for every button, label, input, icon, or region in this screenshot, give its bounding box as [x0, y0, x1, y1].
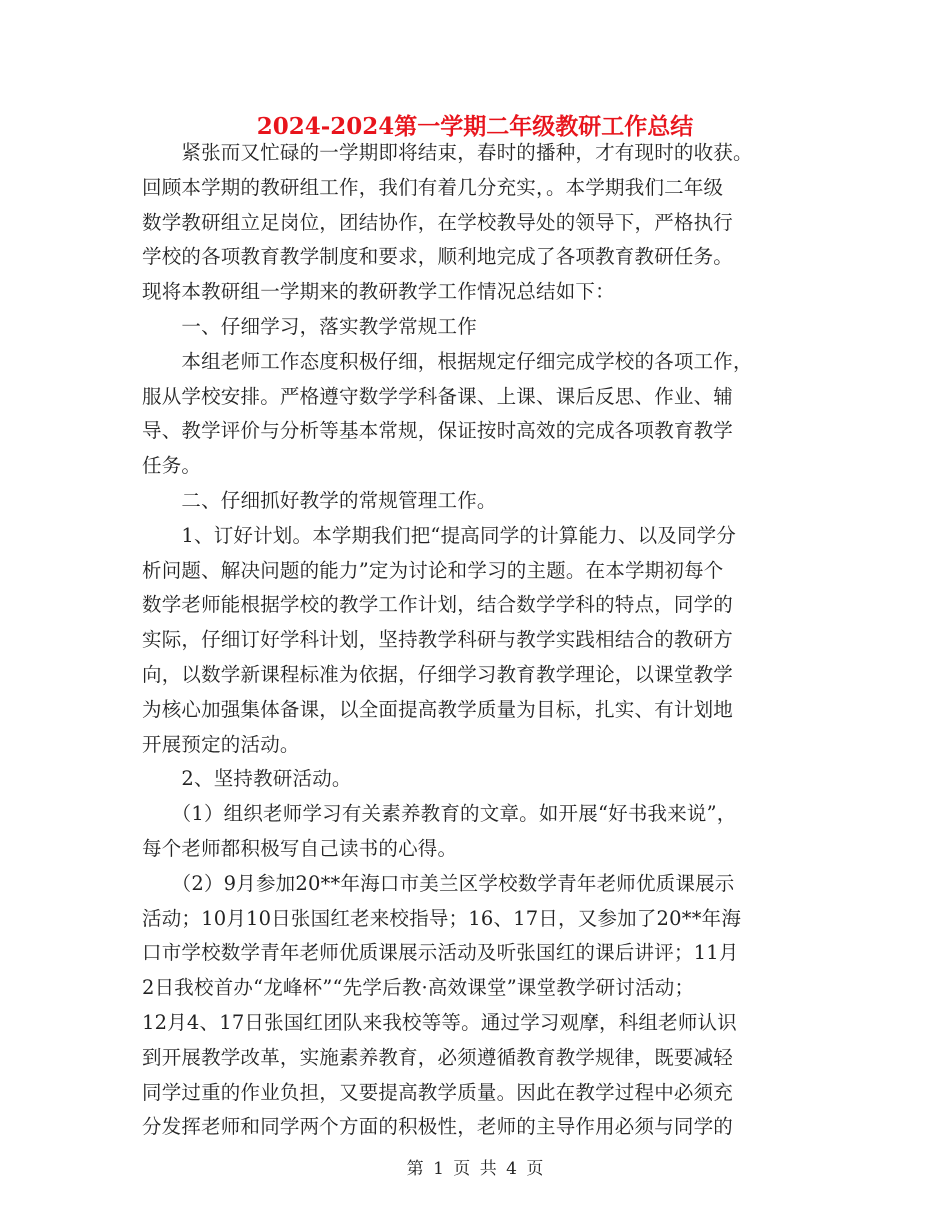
paragraph-line: 服从学校安排。严格遵守数学学科备课、上课、课后反思、作业、辅	[142, 384, 734, 408]
paragraph-line: 回顾本学期的教研组工作，我们有着几分充实，。本学期我们二年级	[142, 175, 724, 199]
paragraph-line: 数学老师能根据学校的教学工作计划，结合数学学科的特点，同学的	[142, 593, 734, 617]
paragraph-line: 数学教研组立足岗位，团结协作，在学校教导处的领导下，严格执行	[142, 210, 734, 234]
paragraph-line: 紧张而又忙碌的一学期即将结束，春时的播种，才有现时的收获。	[142, 141, 753, 164]
paragraph-line: 同学过重的作业负担，又要提高教学质量。因此在教学过程中必须充	[142, 1080, 734, 1104]
paragraph-line: 12月4、17日张国红团队来我校等等。通过学习观摩，科组老师认识	[142, 1010, 737, 1034]
paragraph-line: 每个老师都积极写自己读书的心得。	[142, 836, 458, 860]
paragraph-line: 一、仔细学习，落实教学常规工作	[142, 314, 477, 338]
paragraph-line: 析问题、解决问题的能力”定为讨论和学习的主题。在本学期初每个	[142, 558, 724, 582]
paragraph-line: 导、教学评价与分析等基本常规，保证按时高效的完成各项教育教学	[142, 419, 734, 443]
paragraph-line: 2日我校首办“龙峰杯”“先学后教·高效课堂”课堂教学研讨活动；	[142, 976, 695, 1000]
paragraph-line: 到开展教学改革，实施素养教育，必须遵循教育教学规律，既要减轻	[142, 1045, 734, 1069]
paragraph-line: （1）组织老师学习有关素养教育的文章。如开展“好书我来说”，	[142, 802, 737, 826]
paragraph-line: 任务。	[142, 454, 202, 478]
paragraph-line: 2、坚持教研活动。	[142, 767, 352, 791]
paragraph-line: 本组老师工作态度积极仔细，根据规定仔细完成学校的各项工作，	[142, 349, 753, 373]
paragraph-line: 口市学校数学青年老师优质课展示活动及听张国红的课后讲评；11月	[142, 941, 739, 965]
paragraph-line: 向，以数学新课程标准为依据，仔细学习教育教学理论，以课堂教学	[142, 662, 734, 686]
paragraph-line: 实际，仔细订好学科计划，坚持教学科研与教学实践相结合的教研方	[142, 628, 734, 652]
paragraph-line: 二、仔细抓好教学的常规管理工作。	[142, 488, 497, 512]
paragraph-line: 分发挥老师和同学两个方面的积极性，老师的主导作用必须与同学的	[142, 1115, 734, 1139]
paragraph-line: 学校的各项教育教学制度和要求，顺利地完成了各项教育教研任务。	[142, 245, 734, 269]
document-body	[142, 136, 812, 1145]
page-footer: 第 1 页 共 4 页	[406, 1159, 544, 1179]
paragraph-line: （2）9月参加20**年海口市美兰区学校数学青年老师优质课展示	[142, 871, 735, 895]
paragraph-line: 1、订好计划。本学期我们把“提高同学的计算能力、以及同学分	[142, 523, 737, 547]
paragraph-line: 活动；10月10日张国红老来校指导；16、17日，又参加了20**年海	[142, 906, 742, 930]
paragraph-line: 为核心加强集体备课，以全面提高教学质量为目标，扎实、有计划地	[142, 697, 734, 721]
paragraph-line: 开展预定的活动。	[142, 732, 300, 756]
document-title: 2024-2024第一学期二年级教研工作总结	[256, 113, 694, 140]
paragraph-line: 现将本教研组一学期来的教研教学工作情况总结如下：	[142, 280, 615, 304]
